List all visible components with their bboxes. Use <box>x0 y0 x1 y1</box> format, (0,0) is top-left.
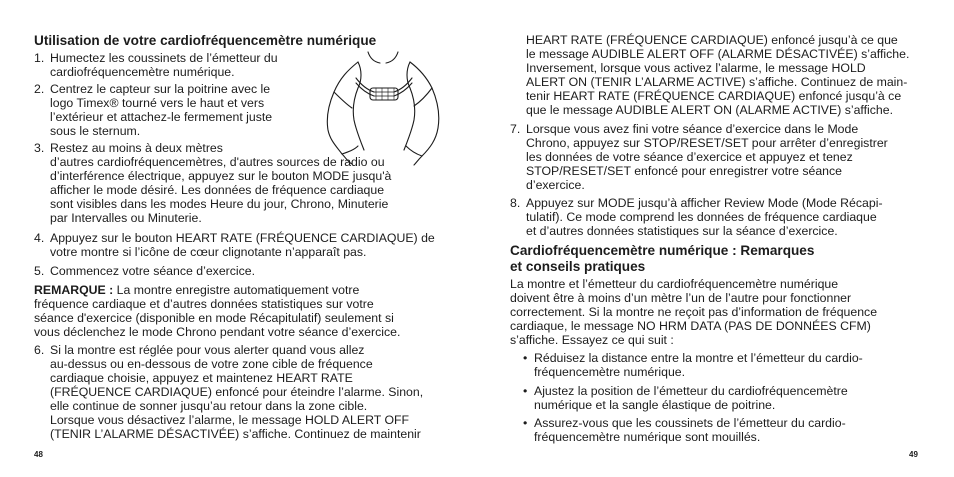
step-line: STOP/RESET/SET enfoncé pour enregistrer votre séance <box>526 164 843 178</box>
step-line: Inversement, lorsque vous activez l’alarme, le message HOLD <box>526 61 866 75</box>
step-line: elle continue de sonner jusqu’au retour dans la zone cible. <box>50 399 368 413</box>
step-line: et d’autres données statistiques sur la séance d’exercice. <box>526 224 838 238</box>
step-number: 8. <box>510 196 521 210</box>
page-number: 49 <box>909 450 918 459</box>
bullet-line: numérique et la sangle élastique de poitrine. <box>534 398 776 412</box>
step-line: Lorsque vous désactivez l’alarme, le message HOLD ALERT OFF <box>50 413 410 427</box>
bullet-line: fréquencemètre numérique sont mouillés. <box>534 430 761 444</box>
step-line: Centrez le capteur sur la poitrine avec le <box>50 82 271 96</box>
step-number: 4. <box>34 231 45 245</box>
step-line: Si la montre est réglée pour vous alerter quand vous allez <box>50 343 365 357</box>
remark-line: séance d'exercice (disponible en mode Récapitulatif) seulement si <box>34 311 394 325</box>
step-line: Appuyez sur MODE jusqu’à afficher Review Mode (Mode Récapi- <box>526 196 883 210</box>
step-line: d’exercice. <box>526 178 585 192</box>
remark-line-first <box>34 283 359 297</box>
section-heading-line: Cardiofréquencemètre numérique : Remarques <box>510 243 815 258</box>
remark-label: REMARQUE : <box>34 283 114 297</box>
step-line: cardiofréquencemètre numérique. <box>50 65 235 79</box>
step-line: d’autres cardiofréquencemètres, d'autres sources de radio ou <box>50 155 385 169</box>
step-line: par Intervalles ou Minuterie. <box>50 211 202 225</box>
page-number: 48 <box>34 450 43 459</box>
section-heading: Utilisation de votre cardiofréquencemètre numérique <box>34 33 377 48</box>
paragraph-line: cardiaque, le message NO HRM DATA (PAS DE DONNÉES CFM) <box>510 319 871 333</box>
bullet-line: Réduisez la distance entre la montre et l’émetteur du cardio- <box>534 351 863 365</box>
step-line: Humectez les coussinets de l’émetteur du <box>50 51 278 65</box>
remark-line: vous déclenchez le mode Chrono pendant votre séance d’exercice. <box>34 325 401 339</box>
step-line: au-dessus ou en-dessous de votre zone cible de fréquence <box>50 357 373 371</box>
bullet-icon: • <box>523 351 528 365</box>
step-line: votre montre si l’icône de cœur clignotante n’apparaît pas. <box>50 245 367 259</box>
step-line: sont visibles dans les modes Heure du jour, Chrono, Minuterie <box>50 197 389 211</box>
step-line: sous le sternum. <box>50 124 141 138</box>
bullet-icon: • <box>523 416 528 430</box>
step-line: l’extérieur et attachez-le fermement juste <box>50 110 273 124</box>
chest-strap-illustration-icon <box>318 48 446 166</box>
step-number: 6. <box>34 343 45 357</box>
step-line: Restez au moins à deux mètres <box>50 141 223 155</box>
section-heading-line: et conseils pratiques <box>510 259 646 274</box>
step-line: HEART RATE (FRÉQUENCE CARDIAQUE) enfoncé jusqu’à ce que <box>526 33 898 47</box>
step-number: 3. <box>34 141 45 155</box>
step-number: 7. <box>510 122 521 136</box>
step-line: le message AUDIBLE ALERT OFF (ALARME DÉSACTIVÉE) s’affiche. <box>526 47 910 61</box>
paragraph-line: correctement. Si la montre ne reçoit pas d’information de fréquence <box>510 305 878 319</box>
step-line: logo Timex® tourné vers le haut et vers <box>50 96 265 110</box>
step-number: 1. <box>34 51 45 65</box>
step-line: ALERT ON (TENIR L’ALARME ACTIVE) s’affiche. Continuez de main- <box>526 75 908 89</box>
remark-text: La montre enregistre automatiquement votre <box>113 283 360 297</box>
remark-line: fréquence cardiaque et d’autres données statistiques sur votre <box>34 297 374 311</box>
bullet-icon: • <box>523 384 528 398</box>
right-page <box>477 0 954 477</box>
step-line: (FRÉQUENCE CARDIAQUE) enfoncé pour éteindre l’alarme. Sinon, <box>50 385 424 399</box>
step-number: 5. <box>34 264 45 278</box>
bullet-line: fréquencemètre numérique. <box>534 365 686 379</box>
step-line: afficher le mode désiré. Les données de fréquence cardiaque <box>50 183 385 197</box>
step-line: (TENIR L’ALARME DÉSACTIVÉE) s’affiche. Continuez de maintenir <box>50 427 421 441</box>
step-line: les données de votre séance d’exercice et appuyez et tenez <box>526 150 853 164</box>
step-line: Appuyez sur le bouton HEART RATE (FRÉQUENCE CARDIAQUE) de <box>50 231 435 245</box>
step-number: 2. <box>34 82 45 96</box>
step-line: que le message AUDIBLE ALERT ON (ALARME ACTIVE) s’affiche. <box>526 103 894 117</box>
step-line: d’interférence électrique, appuyez sur le bouton MODE jusqu'à <box>50 169 392 183</box>
step-line: Lorsque vous avez fini votre séance d’exercice dans le Mode <box>526 122 859 136</box>
paragraph-line: doivent être à moins d’un mètre l’un de l’autre pour fonctionner <box>510 291 852 305</box>
paragraph-line: s’affiche. Essayez ce qui suit : <box>510 333 674 347</box>
step-line: cardiaque choisie, appuyez et maintenez HEART RATE <box>50 371 353 385</box>
step-line: Chrono, appuyez sur STOP/RESET/SET pour arrêter d’enregistrer <box>526 136 888 150</box>
step-line: Commencez votre séance d’exercice. <box>50 264 256 278</box>
step-line: tulatif). Ce mode comprend les données de fréquence cardiaque <box>526 210 877 224</box>
paragraph-line: La montre et l’émetteur du cardiofréquencemètre numérique <box>510 277 839 291</box>
step-line: tenir HEART RATE (FRÉQUENCE CARDIAQUE) enfoncé jusqu’à ce <box>526 89 902 103</box>
bullet-line: Assurez-vous que les coussinets de l’émetteur du cardio- <box>534 416 846 430</box>
bullet-line: Ajustez la position de l’émetteur du cardiofréquencemètre <box>534 384 848 398</box>
